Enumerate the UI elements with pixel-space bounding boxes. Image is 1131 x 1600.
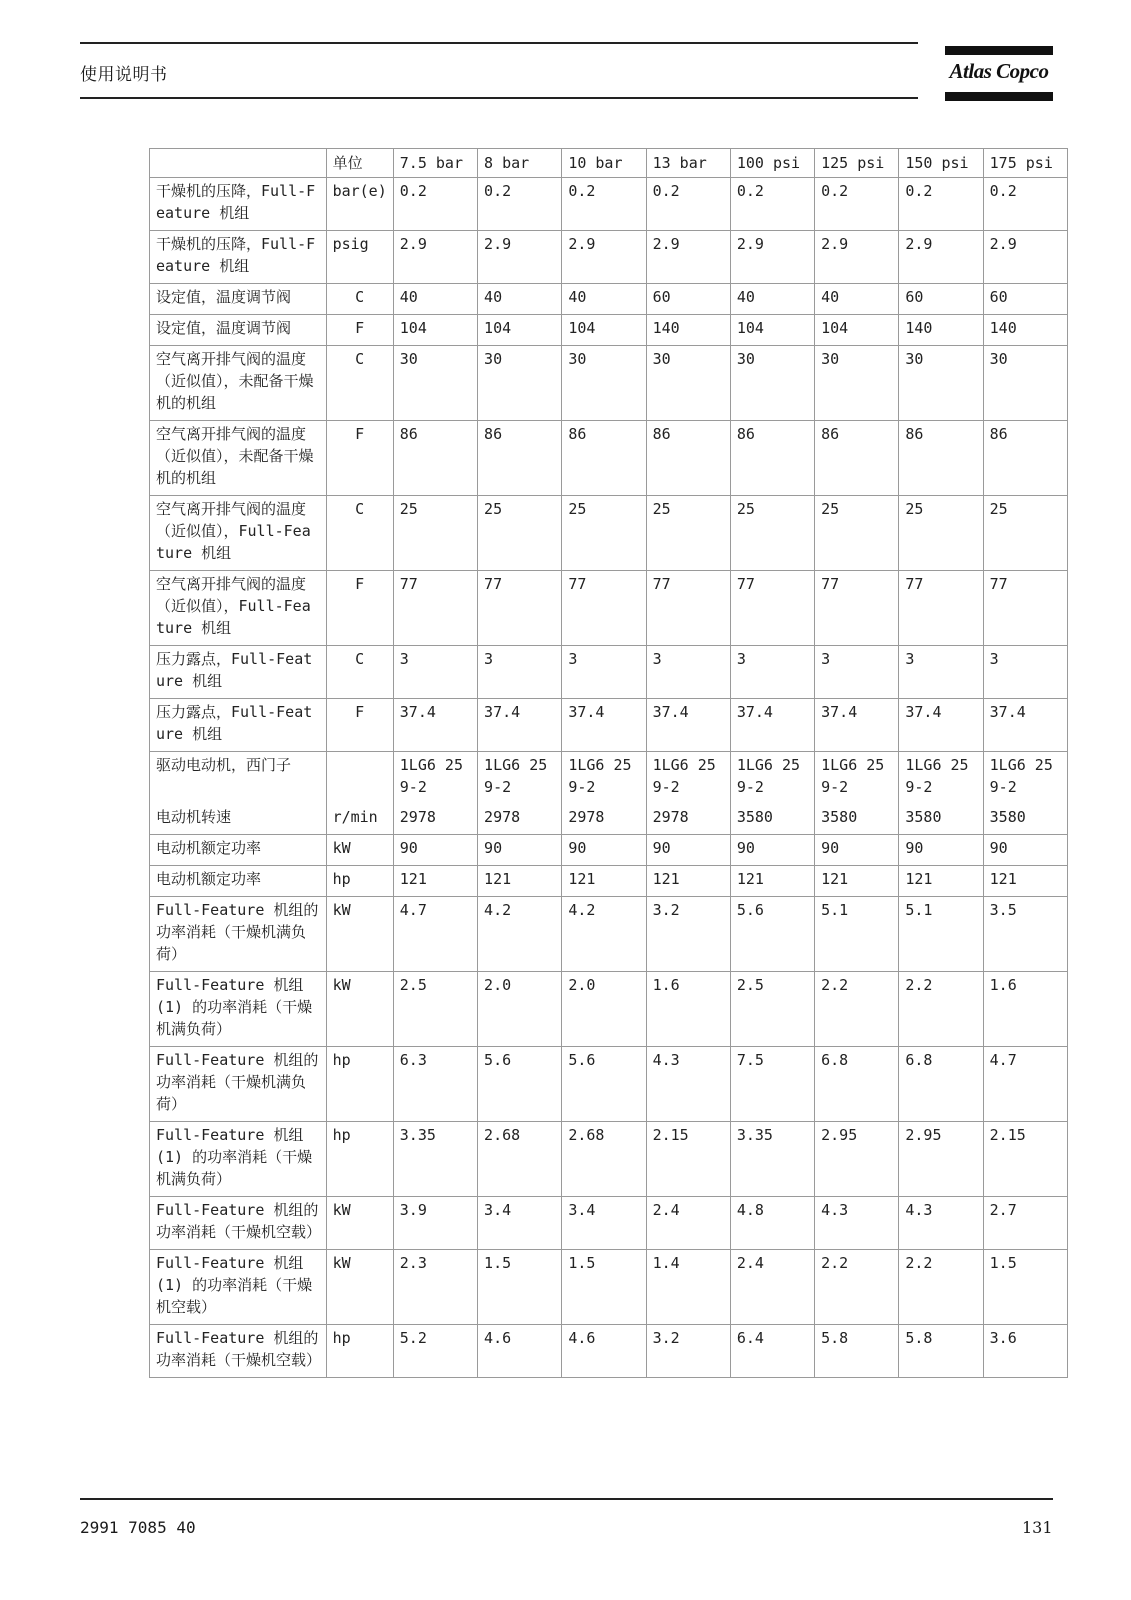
row-value: 0.2 [562, 178, 646, 231]
logo-wordmark: Atlas Copco [949, 59, 1049, 83]
row-value: 1.5 [983, 1250, 1067, 1325]
row-value: 1.6 [983, 972, 1067, 1047]
row-value: 90 [646, 835, 730, 866]
row-value: 25 [899, 496, 983, 571]
row-value: 0.2 [815, 178, 899, 231]
row-unit: kW [326, 972, 393, 1047]
row-value: 2978 [478, 804, 562, 835]
row-value: 2.2 [815, 972, 899, 1047]
row-label: Full-Feature 机组的功率消耗（干燥机空载） [150, 1325, 327, 1378]
atlas-copco-logo [945, 46, 1053, 102]
row-value: 90 [562, 835, 646, 866]
table-row [150, 315, 1068, 346]
row-value: 30 [562, 346, 646, 421]
row-unit: F [326, 571, 393, 646]
row-value: 2.95 [899, 1122, 983, 1197]
row-value: 2.2 [899, 1250, 983, 1325]
row-value: 60 [899, 284, 983, 315]
row-value: 37.4 [478, 699, 562, 752]
row-value: 40 [815, 284, 899, 315]
row-value: 77 [393, 571, 477, 646]
row-value: 5.8 [899, 1325, 983, 1378]
row-value: 2.0 [562, 972, 646, 1047]
row-label: 驱动电动机，西门子 [150, 752, 327, 805]
row-value: 3 [899, 646, 983, 699]
row-value: 37.4 [983, 699, 1067, 752]
row-value: 40 [562, 284, 646, 315]
row-value: 1.6 [646, 972, 730, 1047]
row-value: 25 [393, 496, 477, 571]
row-value: 0.2 [730, 178, 814, 231]
row-label: 干燥机的压降，Full-Feature 机组 [150, 178, 327, 231]
row-value: 3 [815, 646, 899, 699]
table-row [150, 752, 1068, 805]
row-unit: C [326, 496, 393, 571]
row-value: 90 [983, 835, 1067, 866]
row-label: 压力露点，Full-Feature 机组 [150, 646, 327, 699]
row-value: 37.4 [730, 699, 814, 752]
row-label: Full-Feature 机组的功率消耗（干燥机空载） [150, 1197, 327, 1250]
row-value: 104 [393, 315, 477, 346]
row-value: 3.6 [983, 1325, 1067, 1378]
row-value: 6.8 [899, 1047, 983, 1122]
table-row [150, 346, 1068, 421]
row-unit: F [326, 421, 393, 496]
row-value: 86 [983, 421, 1067, 496]
row-value: 5.1 [815, 897, 899, 972]
row-value: 2.5 [393, 972, 477, 1047]
logo-bar-bottom [945, 92, 1053, 101]
row-value: 1LG6 259-2 [899, 752, 983, 805]
row-value: 2.9 [478, 231, 562, 284]
row-value: 2.9 [562, 231, 646, 284]
row-value: 60 [983, 284, 1067, 315]
row-value: 0.2 [478, 178, 562, 231]
row-value: 3580 [730, 804, 814, 835]
table-row [150, 804, 1068, 835]
row-label: Full-Feature 机组的功率消耗（干燥机满负荷） [150, 897, 327, 972]
row-value: 30 [815, 346, 899, 421]
row-value: 104 [562, 315, 646, 346]
row-value: 86 [646, 421, 730, 496]
row-value: 4.3 [899, 1197, 983, 1250]
row-value: 1LG6 259-2 [646, 752, 730, 805]
row-value: 104 [730, 315, 814, 346]
row-value: 90 [899, 835, 983, 866]
row-value: 0.2 [899, 178, 983, 231]
row-value: 77 [730, 571, 814, 646]
table-row [150, 835, 1068, 866]
row-value: 2.0 [478, 972, 562, 1047]
row-value: 77 [646, 571, 730, 646]
row-value: 7.5 [730, 1047, 814, 1122]
row-value: 60 [646, 284, 730, 315]
column-header [150, 149, 327, 178]
row-value: 0.2 [646, 178, 730, 231]
row-unit: bar(e) [326, 178, 393, 231]
row-value: 2.9 [983, 231, 1067, 284]
row-value: 2.68 [562, 1122, 646, 1197]
table-row [150, 571, 1068, 646]
row-label: Full-Feature 机组(1) 的功率消耗（干燥机空载） [150, 1250, 327, 1325]
row-label: 电动机额定功率 [150, 835, 327, 866]
column-header: 175 psi [983, 149, 1067, 178]
row-value: 1LG6 259-2 [393, 752, 477, 805]
row-unit: C [326, 284, 393, 315]
table-header-row [150, 149, 1068, 178]
table-body [150, 178, 1068, 1378]
row-value: 121 [393, 866, 477, 897]
row-value: 37.4 [646, 699, 730, 752]
row-value: 2.9 [899, 231, 983, 284]
row-value: 5.8 [815, 1325, 899, 1378]
row-label: 空气离开排气阀的温度（近似值），Full-Feature 机组 [150, 571, 327, 646]
row-value: 37.4 [899, 699, 983, 752]
row-value: 104 [478, 315, 562, 346]
row-value: 30 [983, 346, 1067, 421]
table-row [150, 231, 1068, 284]
row-value: 77 [899, 571, 983, 646]
row-label: Full-Feature 机组(1) 的功率消耗（干燥机满负荷） [150, 1122, 327, 1197]
row-value: 2.68 [478, 1122, 562, 1197]
footer-rule [80, 1498, 1053, 1500]
row-value: 3 [730, 646, 814, 699]
row-value: 5.6 [562, 1047, 646, 1122]
row-value: 40 [393, 284, 477, 315]
row-value: 77 [562, 571, 646, 646]
row-value: 3.35 [393, 1122, 477, 1197]
column-header: 8 bar [478, 149, 562, 178]
row-label: 空气离开排气阀的温度（近似值），未配备干燥机的机组 [150, 421, 327, 496]
row-label: 设定值，温度调节阀 [150, 315, 327, 346]
row-unit [326, 752, 393, 805]
row-value: 3 [562, 646, 646, 699]
row-value: 5.1 [899, 897, 983, 972]
row-value: 4.2 [478, 897, 562, 972]
row-value: 77 [478, 571, 562, 646]
row-value: 121 [899, 866, 983, 897]
row-value: 77 [983, 571, 1067, 646]
row-value: 3580 [815, 804, 899, 835]
row-value: 4.7 [393, 897, 477, 972]
row-unit: kW [326, 897, 393, 972]
row-value: 86 [478, 421, 562, 496]
row-value: 90 [393, 835, 477, 866]
row-value: 121 [562, 866, 646, 897]
row-value: 121 [478, 866, 562, 897]
row-value: 2.9 [815, 231, 899, 284]
row-value: 3 [983, 646, 1067, 699]
row-value: 140 [983, 315, 1067, 346]
row-label: 设定值，温度调节阀 [150, 284, 327, 315]
row-label: 空气离开排气阀的温度（近似值），Full-Feature 机组 [150, 496, 327, 571]
row-value: 5.6 [478, 1047, 562, 1122]
row-value: 90 [815, 835, 899, 866]
row-value: 86 [899, 421, 983, 496]
row-value: 1.4 [646, 1250, 730, 1325]
row-value: 121 [815, 866, 899, 897]
document-title: 使用说明书 [80, 65, 168, 85]
row-value: 2.9 [393, 231, 477, 284]
row-value: 121 [983, 866, 1067, 897]
row-value: 2.9 [730, 231, 814, 284]
row-value: 30 [730, 346, 814, 421]
row-value: 4.6 [562, 1325, 646, 1378]
row-label: Full-Feature 机组(1) 的功率消耗（干燥机满负荷） [150, 972, 327, 1047]
row-value: 3 [393, 646, 477, 699]
header-rule-top [80, 42, 918, 44]
row-value: 25 [730, 496, 814, 571]
row-value: 25 [562, 496, 646, 571]
row-value: 2.7 [983, 1197, 1067, 1250]
row-value: 4.7 [983, 1047, 1067, 1122]
row-value: 5.6 [730, 897, 814, 972]
row-value: 77 [815, 571, 899, 646]
row-value: 90 [478, 835, 562, 866]
row-value: 2.2 [899, 972, 983, 1047]
row-value: 0.2 [983, 178, 1067, 231]
column-header: 13 bar [646, 149, 730, 178]
column-header: 7.5 bar [393, 149, 477, 178]
row-label: 空气离开排气阀的温度（近似值），未配备干燥机的机组 [150, 346, 327, 421]
row-value: 4.3 [646, 1047, 730, 1122]
row-label: 干燥机的压降，Full-Feature 机组 [150, 231, 327, 284]
row-value: 3.4 [478, 1197, 562, 1250]
row-value: 2.2 [815, 1250, 899, 1325]
row-value: 2.15 [983, 1122, 1067, 1197]
table-row [150, 178, 1068, 231]
row-value: 3.2 [646, 897, 730, 972]
column-header: 100 psi [730, 149, 814, 178]
row-value: 2.3 [393, 1250, 477, 1325]
row-value: 121 [646, 866, 730, 897]
row-value: 104 [815, 315, 899, 346]
row-value: 2978 [562, 804, 646, 835]
row-label: 电动机转速 [150, 804, 327, 835]
row-unit: hp [326, 1047, 393, 1122]
row-value: 2978 [393, 804, 477, 835]
row-value: 2.15 [646, 1122, 730, 1197]
row-value: 4.3 [815, 1197, 899, 1250]
row-value: 1.5 [478, 1250, 562, 1325]
row-unit: F [326, 315, 393, 346]
row-value: 1LG6 259-2 [478, 752, 562, 805]
row-unit: hp [326, 1325, 393, 1378]
column-header: 单位 [326, 149, 393, 178]
column-header: 125 psi [815, 149, 899, 178]
logo-bar-top [945, 46, 1053, 55]
row-value: 30 [646, 346, 730, 421]
row-unit: C [326, 346, 393, 421]
table-row [150, 421, 1068, 496]
row-value: 3 [478, 646, 562, 699]
row-value: 5.2 [393, 1325, 477, 1378]
row-value: 2.4 [646, 1197, 730, 1250]
row-value: 30 [393, 346, 477, 421]
row-unit: F [326, 699, 393, 752]
row-value: 4.6 [478, 1325, 562, 1378]
row-value: 3.35 [730, 1122, 814, 1197]
row-value: 3.4 [562, 1197, 646, 1250]
row-value: 40 [478, 284, 562, 315]
row-value: 3.2 [646, 1325, 730, 1378]
table-row [150, 1047, 1068, 1122]
row-value: 3580 [983, 804, 1067, 835]
row-value: 30 [478, 346, 562, 421]
table-row [150, 1325, 1068, 1378]
row-value: 140 [899, 315, 983, 346]
table-row [150, 1197, 1068, 1250]
row-unit: kW [326, 835, 393, 866]
table-row [150, 1122, 1068, 1197]
row-value: 1LG6 259-2 [815, 752, 899, 805]
row-unit: hp [326, 866, 393, 897]
header-rule-bottom [80, 97, 918, 99]
table-row [150, 284, 1068, 315]
row-value: 3.9 [393, 1197, 477, 1250]
row-value: 6.3 [393, 1047, 477, 1122]
row-label: 电动机额定功率 [150, 866, 327, 897]
row-value: 25 [983, 496, 1067, 571]
row-value: 3 [646, 646, 730, 699]
row-value: 121 [730, 866, 814, 897]
row-value: 1.5 [562, 1250, 646, 1325]
row-value: 2.9 [646, 231, 730, 284]
row-value: 2.4 [730, 1250, 814, 1325]
row-value: 3.5 [983, 897, 1067, 972]
page-number: 131 [1022, 1518, 1053, 1537]
table-row [150, 646, 1068, 699]
row-value: 40 [730, 284, 814, 315]
row-value: 86 [562, 421, 646, 496]
row-unit: r/min [326, 804, 393, 835]
row-value: 3580 [899, 804, 983, 835]
row-value: 90 [730, 835, 814, 866]
row-value: 37.4 [562, 699, 646, 752]
row-value: 0.2 [393, 178, 477, 231]
table-row [150, 1250, 1068, 1325]
row-unit: psig [326, 231, 393, 284]
row-label: 压力露点，Full-Feature 机组 [150, 699, 327, 752]
row-value: 37.4 [815, 699, 899, 752]
table-row [150, 699, 1068, 752]
row-value: 1LG6 259-2 [562, 752, 646, 805]
row-value: 37.4 [393, 699, 477, 752]
row-unit: kW [326, 1250, 393, 1325]
row-value: 25 [815, 496, 899, 571]
row-value: 25 [646, 496, 730, 571]
row-value: 86 [730, 421, 814, 496]
row-value: 6.8 [815, 1047, 899, 1122]
table-row [150, 866, 1068, 897]
row-unit: kW [326, 1197, 393, 1250]
row-label: Full-Feature 机组的功率消耗（干燥机满负荷） [150, 1047, 327, 1122]
row-value: 140 [646, 315, 730, 346]
row-value: 6.4 [730, 1325, 814, 1378]
row-value: 2.95 [815, 1122, 899, 1197]
row-value: 86 [393, 421, 477, 496]
specification-table [149, 148, 1068, 1378]
row-unit: hp [326, 1122, 393, 1197]
table-row [150, 972, 1068, 1047]
column-header: 150 psi [899, 149, 983, 178]
row-value: 4.8 [730, 1197, 814, 1250]
column-header: 10 bar [562, 149, 646, 178]
table-row [150, 496, 1068, 571]
row-value: 25 [478, 496, 562, 571]
table-row [150, 897, 1068, 972]
row-value: 1LG6 259-2 [983, 752, 1067, 805]
row-value: 30 [899, 346, 983, 421]
document-number: 2991 7085 40 [80, 1518, 196, 1537]
row-value: 4.2 [562, 897, 646, 972]
row-unit: C [326, 646, 393, 699]
row-value: 2.5 [730, 972, 814, 1047]
row-value: 1LG6 259-2 [730, 752, 814, 805]
row-value: 86 [815, 421, 899, 496]
row-value: 2978 [646, 804, 730, 835]
